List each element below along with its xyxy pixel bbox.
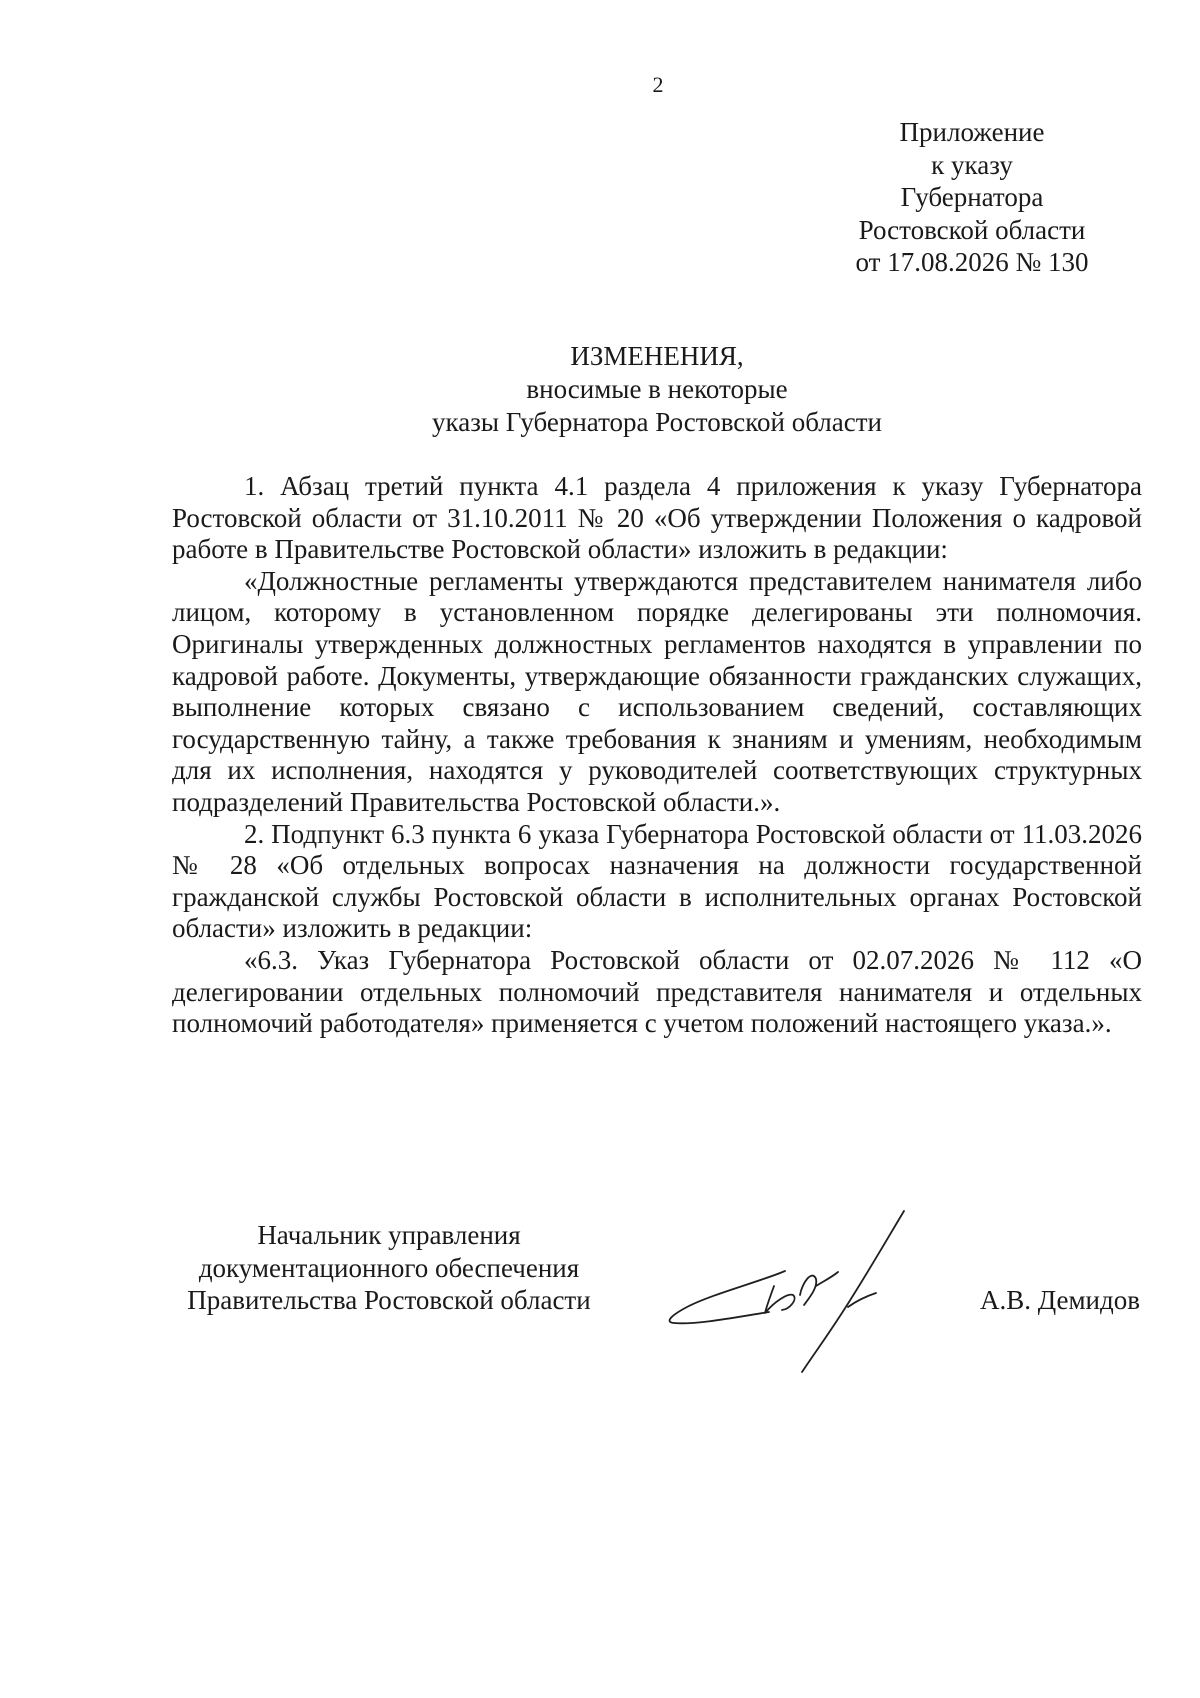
body-paragraph: 2. Подпункт 6.3 пункта 6 указа Губернатора Ростовской области от 11.03.2026 № 28 «Об отдельных вопросах назначения на должности государственной гражданской службы Ростовской области в исполнительных органах Ростовской области» изложить в редакции: (172, 818, 1142, 944)
signer-position-line: Начальник управления (257, 1220, 521, 1250)
title-heading: ИЗМЕНЕНИЯ, (570, 341, 744, 371)
appendix-line: к указу (931, 149, 1013, 180)
page-number: 2 (652, 72, 664, 97)
appendix-line: Ростовской области (858, 214, 1086, 245)
title-subtitle: вносимые в некоторые (526, 374, 788, 404)
body-paragraph: «Должностные регламенты утверждаются представителем нанимателя либо лицом, которому в установленном порядке делегированы эти полномочия. Оригиналы утвержденных должностных регламентов находятся в управлении по кадровой работе. Документы, утверждающие обязанности гражданских служащих, выполнение которых связано с использованием сведений, составляющих государственную тайну, а также требования к знаниям и умениям, необходимым для их исполнения, находятся у руководителей соответствующих структурных подразделений Правительства Ростовской области.». (172, 565, 1142, 817)
signer-position-line: документационного обеспечения (198, 1252, 580, 1283)
signer-position (172, 1219, 606, 1317)
appendix-line: Приложение (899, 117, 1045, 147)
body-paragraph: «6.3. Указ Губернатора Ростовской области от 02.07.2026 № 112 «О делегировании отдельных полномочий представителя нанимателя и отдельных полномочий работодателя» применяется с учетом положений настоящего указа.». (172, 944, 1142, 1039)
appendix-header (800, 116, 1144, 279)
signer-name: А.В. Демидов (979, 1285, 1140, 1315)
document-body (172, 471, 1142, 1040)
document-title (172, 340, 1142, 439)
handwritten-signature (652, 1209, 952, 1384)
appendix-line: Губернатора (900, 182, 1044, 212)
appendix-line: от 17.08.2026 № 130 (855, 247, 1089, 277)
signature-block (172, 1219, 1142, 1379)
signer-position-line: Правительства Ростовской области (187, 1285, 591, 1315)
body-paragraph: 1. Абзац третий пункта 4.1 раздела 4 приложения к указу Губернатора Ростовской области от 31.10.2011 № 20 «Об утверждении Положения о кадровой работе в Правительстве Ростовской области» изложить в редакции: (172, 471, 1142, 565)
title-subtitle: указы Губернатора Ростовской области (432, 407, 882, 437)
